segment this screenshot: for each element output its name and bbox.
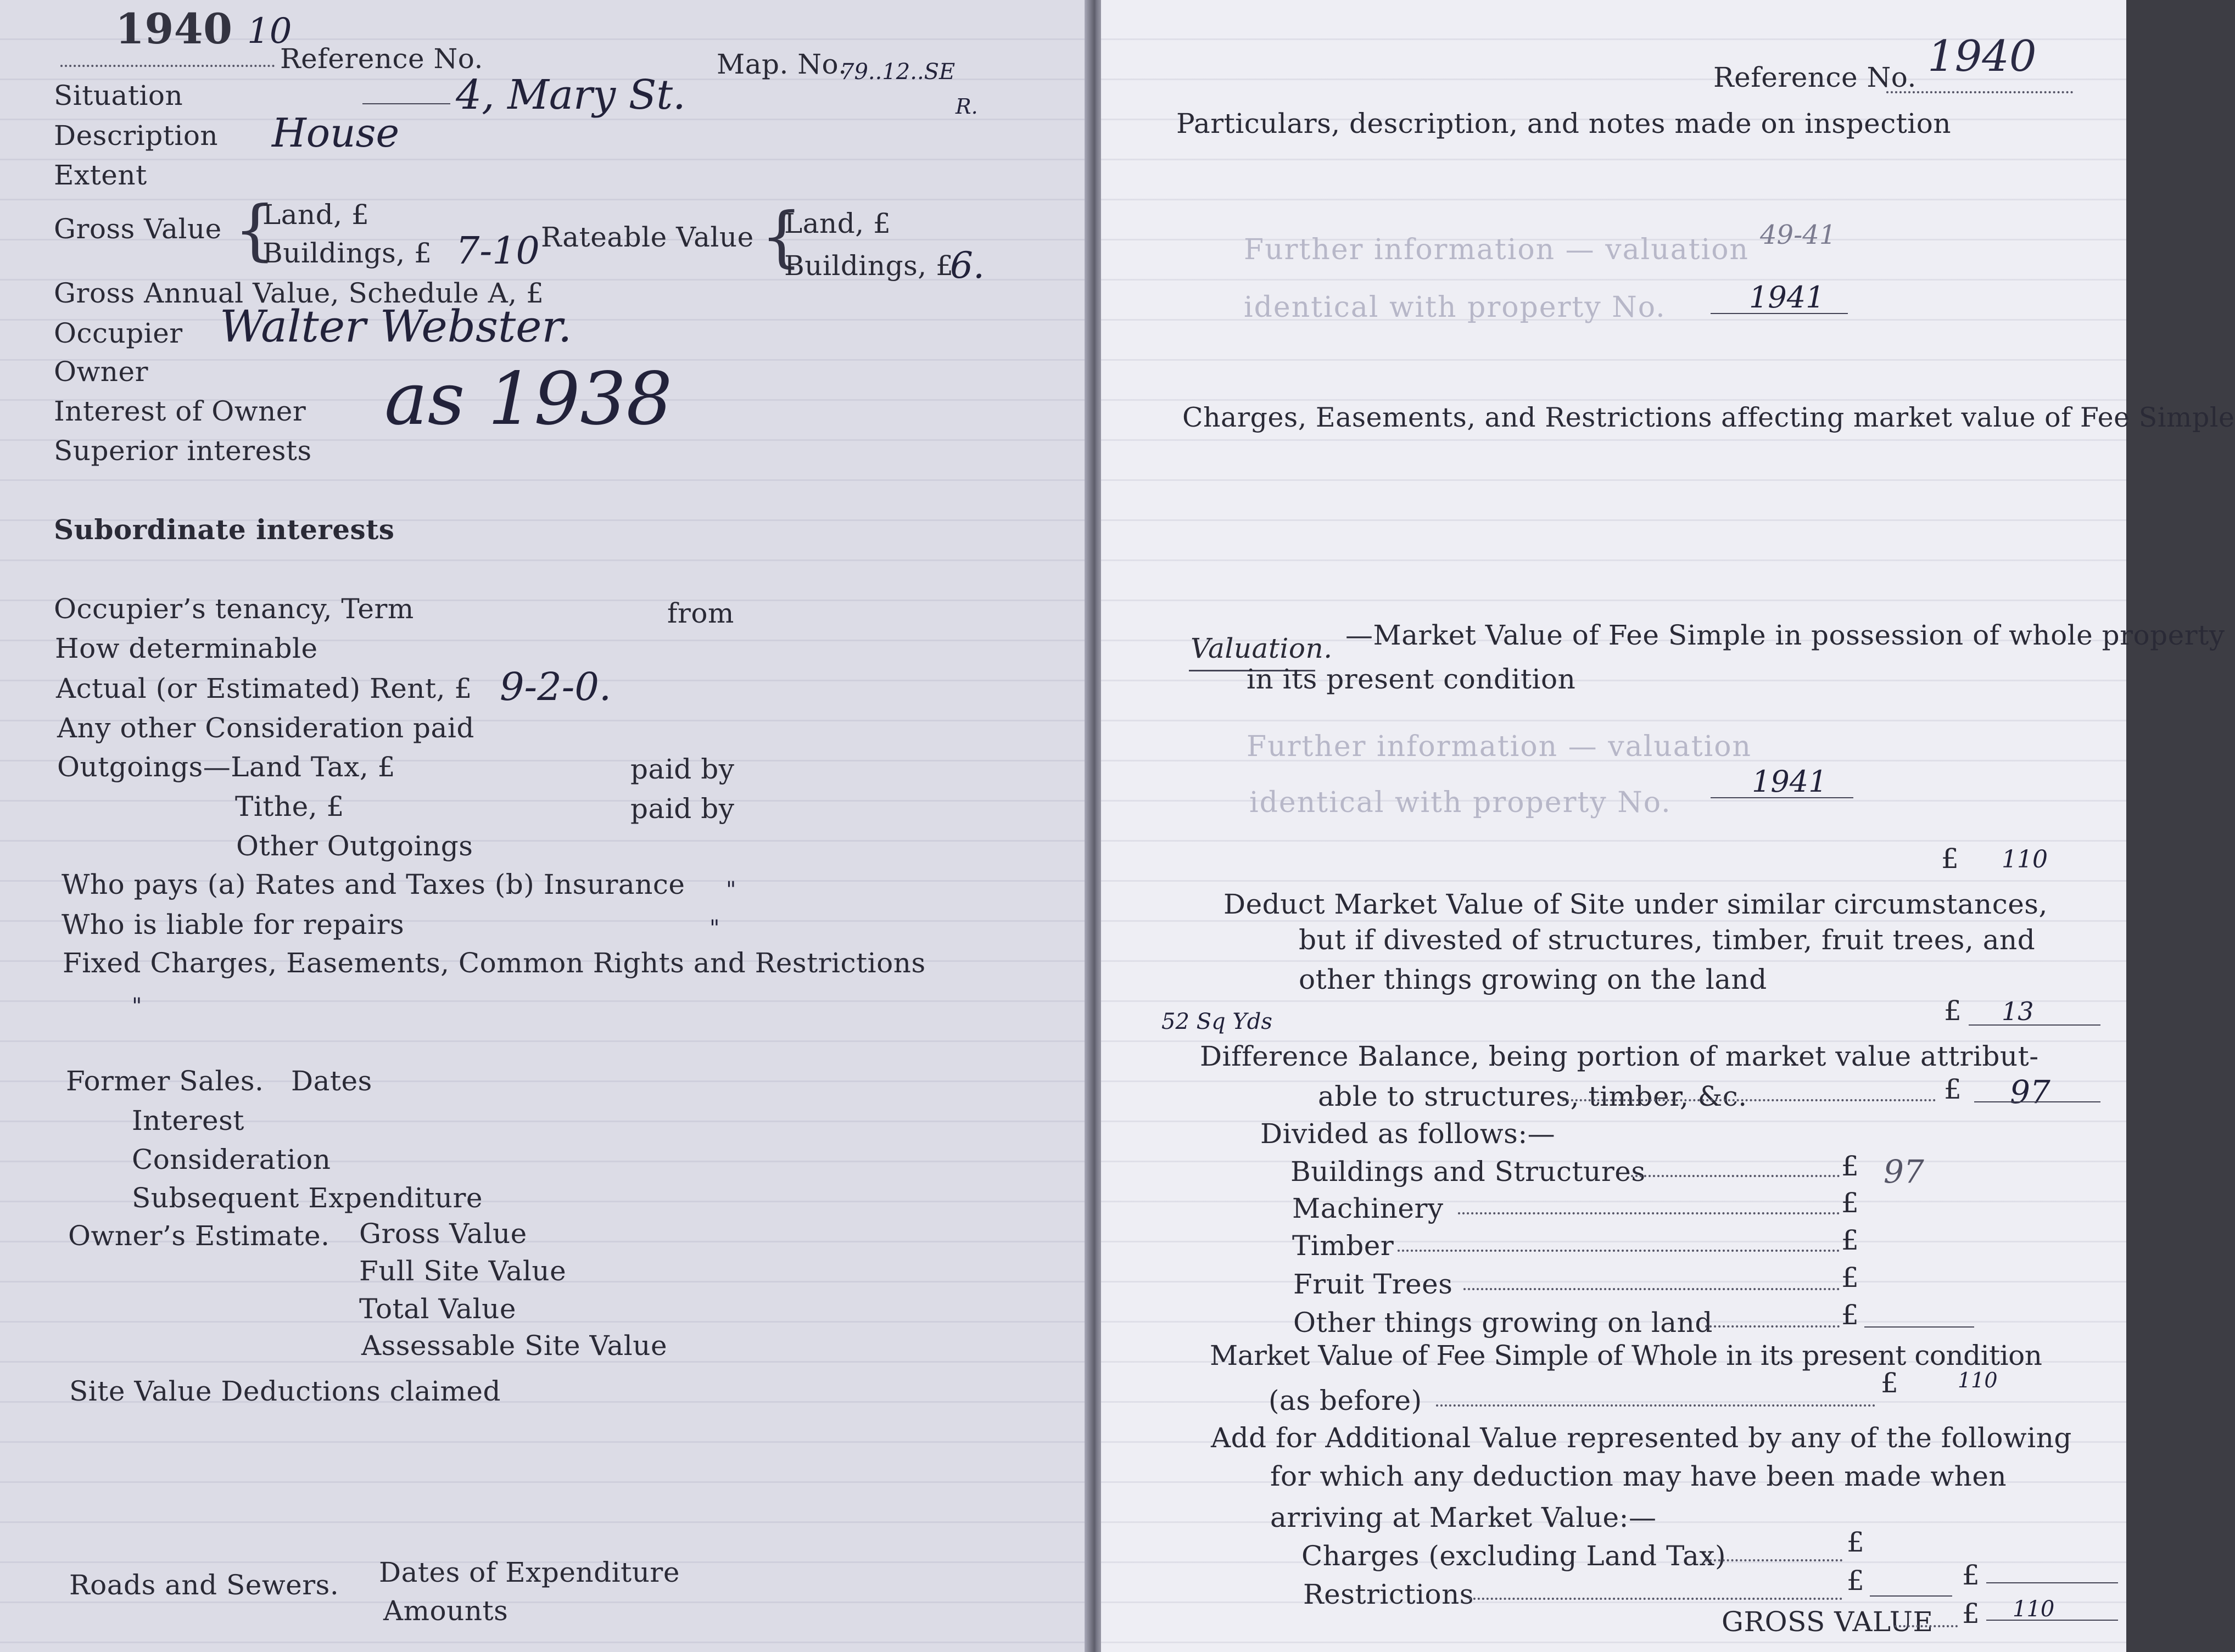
site-area-note: 52 Sq Yds — [1161, 1009, 1272, 1034]
divided-as-follows: Divided as follows:— — [1260, 1118, 1556, 1150]
roads-and-sewers-label: Roads and Sewers. — [69, 1569, 339, 1601]
paid-by-2-label: paid by — [630, 793, 735, 825]
difference-dots — [1562, 1099, 1936, 1101]
timber-label: Timber — [1292, 1230, 1394, 1262]
rateable-land-label: Land, £ — [784, 208, 891, 239]
add-line-2: for which any deduction may have been made when — [1270, 1460, 2007, 1492]
machinery-dots — [1458, 1212, 1840, 1214]
fixed-charges-label: Fixed Charges, Easements, Common Rights and Restrictions — [63, 947, 926, 979]
dates-of-expenditure-label: Dates of Expenditure — [379, 1556, 680, 1588]
stamp1-line2: identical with property No. — [1244, 291, 1666, 324]
site-value-amount: 13 — [2002, 996, 2034, 1026]
gross-buildings-value: 7-10 — [456, 229, 540, 273]
actual-rent-value: 9-2-0. — [500, 664, 612, 709]
occupier-label: Occupier — [54, 317, 183, 349]
market-value-pound: £ — [1941, 843, 1959, 875]
who-pays-mark: " — [726, 877, 736, 903]
description-value: House — [272, 110, 400, 156]
timber-dots — [1398, 1250, 1840, 1252]
gross-value-label: Gross Value — [54, 213, 222, 245]
buildings-structures-pound: £ — [1841, 1150, 1859, 1182]
restrictions-pound-2: £ — [1962, 1559, 1980, 1591]
deduct-line-1: Deduct Market Value of Site under similar circumstances, — [1223, 888, 2048, 920]
est-total-value-label: Total Value — [359, 1293, 516, 1325]
mv-whole-line-2: (as before) — [1269, 1385, 1422, 1416]
restrictions-dots — [1469, 1598, 1842, 1600]
owner-label: Owner — [54, 356, 148, 388]
difference-amount: 97 — [2010, 1073, 2050, 1111]
who-liable-mark: " — [709, 916, 720, 941]
tithe-label: Tithe, £ — [235, 791, 344, 822]
restrictions-total-line — [1986, 1582, 2118, 1583]
fruit-trees-label: Fruit Trees — [1293, 1268, 1453, 1300]
year-header: 1940 — [115, 4, 233, 53]
dates-label: Dates — [291, 1065, 372, 1097]
map-no-value: 79..12..SE — [840, 59, 956, 85]
actual-rent-label: Actual (or Estimated) Rent, £ — [56, 673, 472, 704]
stamp1-handwritten: 49-41 — [1760, 220, 1836, 250]
gross-buildings-label: Buildings, £ — [262, 237, 432, 269]
stamp2-line2: identical with property No. — [1249, 786, 1672, 819]
particulars-heading: Particulars, description, and notes made on inspection — [1176, 108, 1952, 139]
former-sales-label: Former Sales. — [66, 1065, 264, 1097]
est-assessable-site-value-label: Assessable Site Value — [361, 1330, 668, 1362]
valuation-text-2: in its present condition — [1247, 663, 1576, 695]
valuation-text-1: —Market Value of Fee Simple in possession of whole property — [1345, 619, 2225, 651]
rateable-value-label: Rateable Value — [541, 221, 754, 253]
how-determinable-label: How determinable — [55, 632, 318, 664]
gross-value-line — [1986, 1620, 2118, 1621]
reference-no-label-right: Reference No. — [1713, 61, 1916, 93]
site-value-deductions-label: Site Value Deductions claimed — [69, 1375, 501, 1407]
charges-excl-pound: £ — [1847, 1526, 1865, 1558]
add-line-1: Add for Additional Value represented by any of the following — [1211, 1422, 2072, 1454]
difference-pound: £ — [1944, 1073, 1962, 1105]
year-header-handwritten: 10 — [247, 11, 292, 52]
map-no-value-2: R. — [956, 94, 978, 119]
reference-no-label: Reference No. — [280, 43, 483, 75]
as-year-value: as 1938 — [384, 357, 673, 441]
charges-excl-label: Charges (excluding Land Tax) — [1301, 1540, 1726, 1572]
other-things-line — [1864, 1326, 1974, 1328]
consideration-label: Consideration — [132, 1144, 331, 1175]
situation-value: 4, Mary St. — [456, 71, 686, 119]
valuation-label: Valuation. — [1191, 632, 1333, 664]
machinery-pound: £ — [1841, 1187, 1859, 1219]
map-no-label: Map. No. — [717, 48, 847, 80]
interest-label: Interest — [132, 1105, 244, 1136]
other-things-pound: £ — [1841, 1299, 1859, 1331]
outgoings-land-tax-label: Outgoings—Land Tax, £ — [57, 751, 395, 783]
add-line-3: arriving at Market Value:— — [1270, 1502, 1657, 1533]
difference-line-1: Difference Balance, being portion of market value attribut- — [1200, 1040, 2039, 1072]
mv-whole-pound: £ — [1881, 1367, 1899, 1399]
subsequent-expenditure-label: Subsequent Expenditure — [132, 1182, 483, 1214]
right-page — [1101, 0, 2235, 1652]
who-liable-label: Who is liable for repairs — [62, 909, 405, 940]
gross-value-pound: £ — [1962, 1598, 1980, 1629]
paid-by-1-label: paid by — [630, 753, 735, 785]
timber-pound: £ — [1841, 1224, 1859, 1256]
restrictions-label: Restrictions — [1303, 1578, 1474, 1610]
situation-dash — [362, 103, 450, 104]
deduct-line-2: but if divested of structures, timber, fruit trees, and — [1299, 924, 2036, 956]
subordinate-interests-label: Subordinate interests — [54, 513, 395, 546]
other-things-dots — [1705, 1325, 1840, 1328]
brace-left-1: { — [234, 192, 276, 268]
from-label: from — [667, 597, 734, 629]
amounts-label: Amounts — [383, 1595, 509, 1627]
est-gross-value-label: Gross Value — [359, 1218, 527, 1250]
stamp2-value-line — [1711, 797, 1853, 798]
difference-line-2: able to structures, timber, &c. — [1318, 1080, 1747, 1112]
gross-value-amount: 110 — [2013, 1597, 2055, 1622]
reference-no-value-right: 1940 — [1927, 32, 2037, 81]
occupiers-tenancy-label: Occupier’s tenancy, Term — [54, 593, 414, 625]
mv-whole-amount: 110 — [1958, 1368, 1998, 1392]
owners-estimate-label: Owner’s Estimate. — [68, 1220, 330, 1252]
other-outgoings-label: Other Outgoings — [236, 830, 473, 862]
rateable-buildings-value: 6. — [950, 244, 985, 287]
situation-label: Situation — [54, 80, 183, 111]
mv-whole-dots — [1436, 1404, 1875, 1407]
buildings-structures-dots — [1631, 1175, 1840, 1177]
occupier-value: Walter Webster. — [220, 301, 572, 352]
brace-left-2: { — [761, 199, 803, 275]
restrictions-pound: £ — [1847, 1565, 1865, 1597]
gross-land-label: Land, £ — [262, 199, 370, 231]
est-full-site-value-label: Full Site Value — [359, 1255, 567, 1287]
other-things-label: Other things growing on land — [1293, 1307, 1713, 1339]
left-page — [0, 0, 1090, 1652]
gross-value-dots — [1895, 1625, 1958, 1627]
market-value-amount: 110 — [2002, 845, 2048, 873]
site-value-line — [1969, 1024, 2100, 1026]
gross-annual-value-label: Gross Annual Value, Schedule A, £ — [54, 277, 544, 309]
gross-value-total-label: GROSS VALUE — [1722, 1606, 1934, 1638]
who-pays-label: Who pays (a) Rates and Taxes (b) Insurance — [62, 869, 685, 900]
mv-whole-line-1: Market Value of Fee Simple of Whole in its present condition — [1210, 1340, 2042, 1371]
stamp1-value: 1941 — [1749, 280, 1825, 315]
difference-line — [1974, 1101, 2100, 1102]
buildings-structures-label: Buildings and Structures — [1290, 1156, 1646, 1188]
reference-dots — [60, 65, 275, 67]
fruit-trees-dots — [1463, 1288, 1840, 1290]
any-other-consideration-label: Any other Consideration paid — [57, 712, 474, 744]
extent-label: Extent — [54, 159, 147, 191]
site-value-pound: £ — [1944, 995, 1962, 1027]
rateable-buildings-label: Buildings, £ — [784, 250, 954, 282]
deduct-line-3: other things growing on the land — [1299, 964, 1767, 995]
interest-of-owner-label: Interest of Owner — [54, 395, 306, 427]
charges-heading: Charges, Easements, and Restrictions affecting market value of Fee Simple — [1182, 402, 2235, 433]
fruit-trees-pound: £ — [1841, 1262, 1859, 1293]
fixed-charges-mark: " — [132, 994, 142, 1019]
description-label: Description — [54, 120, 219, 152]
stamp2-value: 1941 — [1752, 764, 1828, 799]
restrictions-line — [1870, 1595, 1952, 1597]
charges-excl-dots — [1705, 1559, 1842, 1561]
reference-dots-right — [1886, 91, 2073, 93]
buildings-structures-amount: 97 — [1884, 1153, 1924, 1190]
stamp1-line1: Further information — valuation — [1244, 233, 1750, 266]
superior-interests-label: Superior interests — [54, 435, 312, 467]
machinery-label: Machinery — [1292, 1192, 1444, 1224]
stamp1-value-line — [1711, 313, 1848, 314]
stamp2-line1: Further information — valuation — [1247, 730, 1752, 763]
